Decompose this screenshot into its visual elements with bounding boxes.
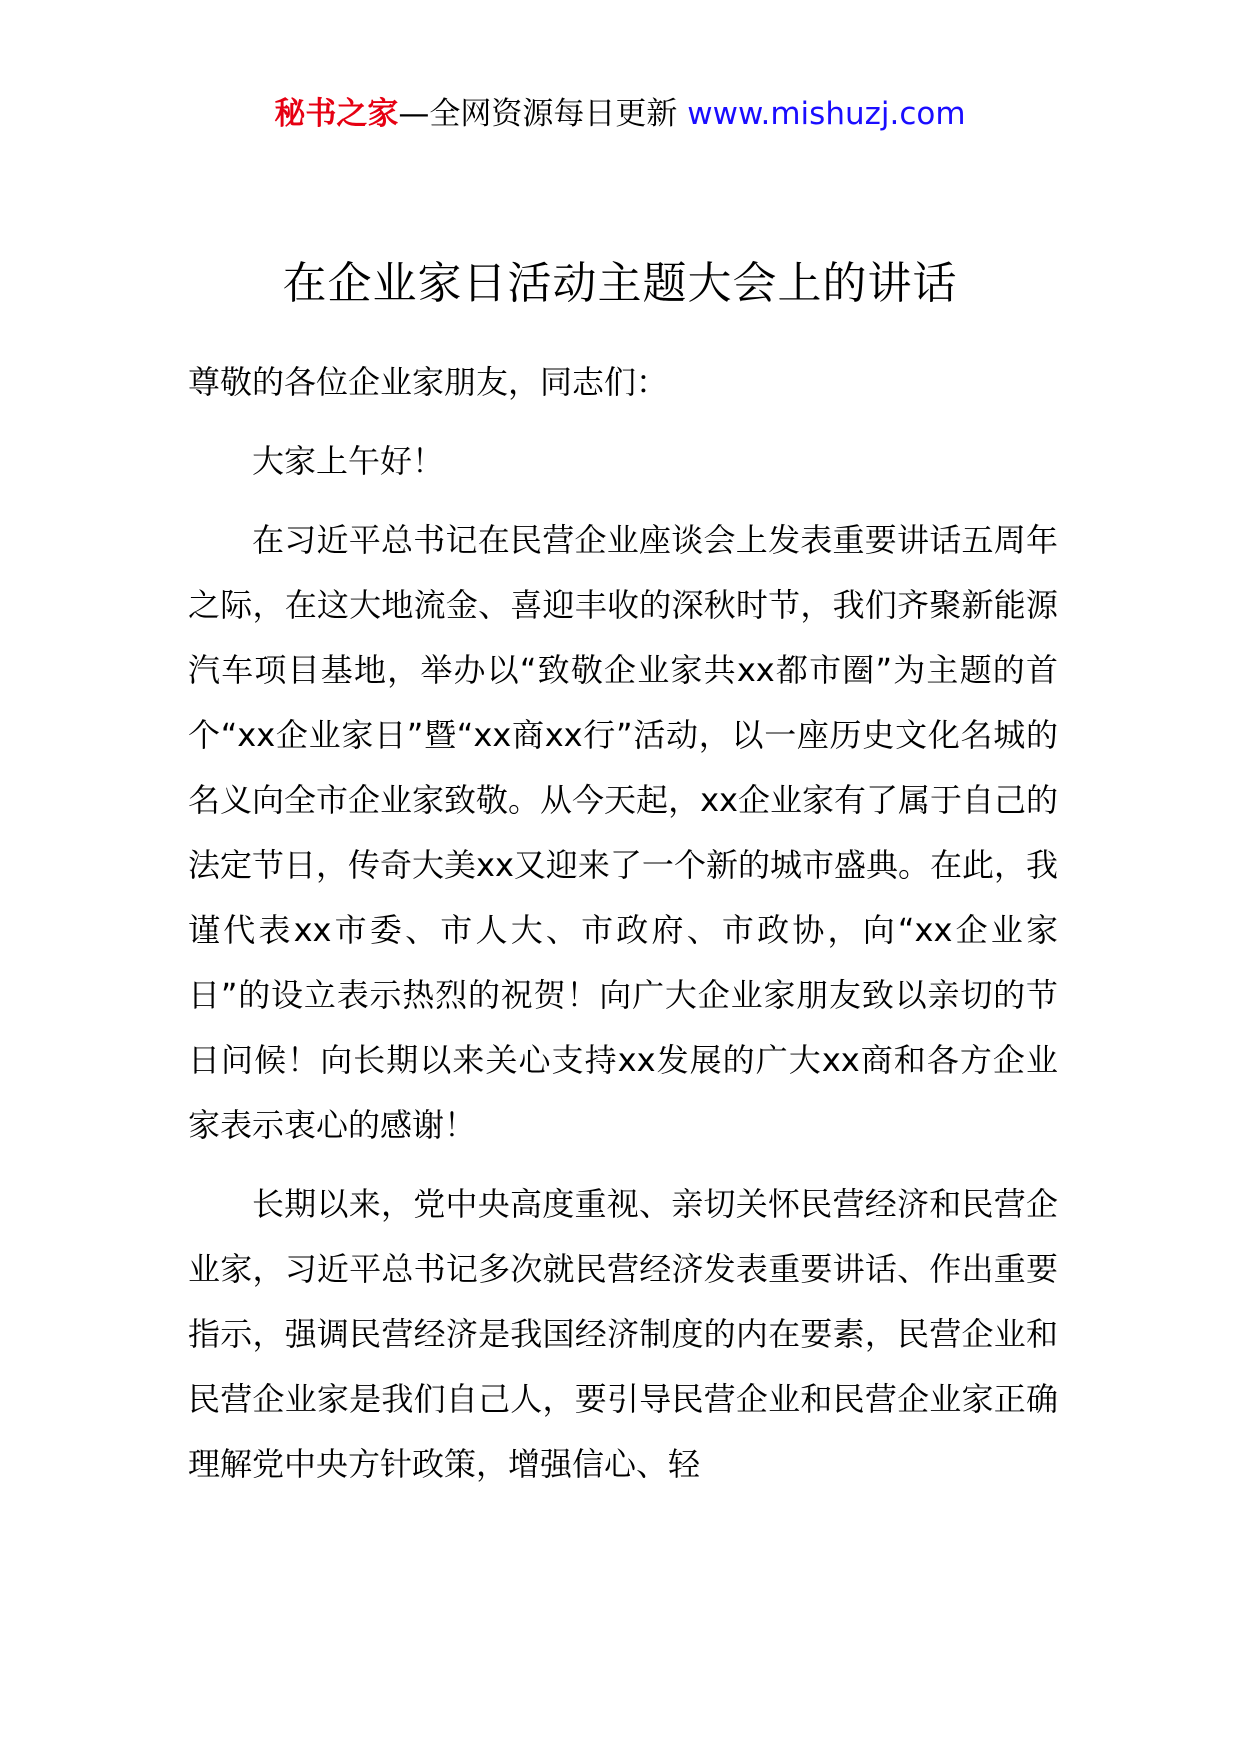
site-url-link[interactable]: www.mishuzj.com bbox=[687, 96, 966, 132]
body-paragraph: 在习近平总书记在民营企业座谈会上发表重要讲话五周年之际，在这大地流金、喜迎丰收的深秋时节，我们齐聚新能源汽车项目基地，举办以“致敬企业家共xx都市圈”为主题的首个“xx企业家日”暨“xx商xx行”活动，以一座历史文化名城的名义向全市企业家致敬。从今天起，xx企业家有了属于自己的法定节日，传奇大美xx又迎来了一个新的城市盛典。在此，我谨代表xx市委、市人大、市政府、市政协，向“xx企业家日”的设立表示热烈的祝贺！向广大企业家朋友致以亲切的节日问候！向长期以来关心支持xx发展的广大xx商和各方企业家表示衷心的感谢！ bbox=[188, 521, 1058, 1144]
site-header bbox=[0, 94, 1240, 134]
salutation: 尊敬的各位企业家朋友，同志们： bbox=[188, 363, 669, 401]
document-body bbox=[188, 350, 1058, 1497]
document-title: 在企业家日活动主题大会上的讲话 bbox=[282, 258, 958, 309]
greeting: 大家上午好！ bbox=[252, 442, 445, 480]
brand-name: 秘书之家 bbox=[274, 96, 399, 132]
body-paragraph: 长期以来，党中央高度重视、亲切关怀民营经济和民营企业家，习近平总书记多次就民营经济发表重要讲话、作出重要指示，强调民营经济是我国经济制度的内在要素，民营企业和民营企业家是我们自己人，要引导民营企业和民营企业家正确理解党中央方针政策，增强信心、轻 bbox=[188, 1185, 1058, 1483]
header-tagline: —全网资源每日更新 bbox=[398, 96, 678, 132]
